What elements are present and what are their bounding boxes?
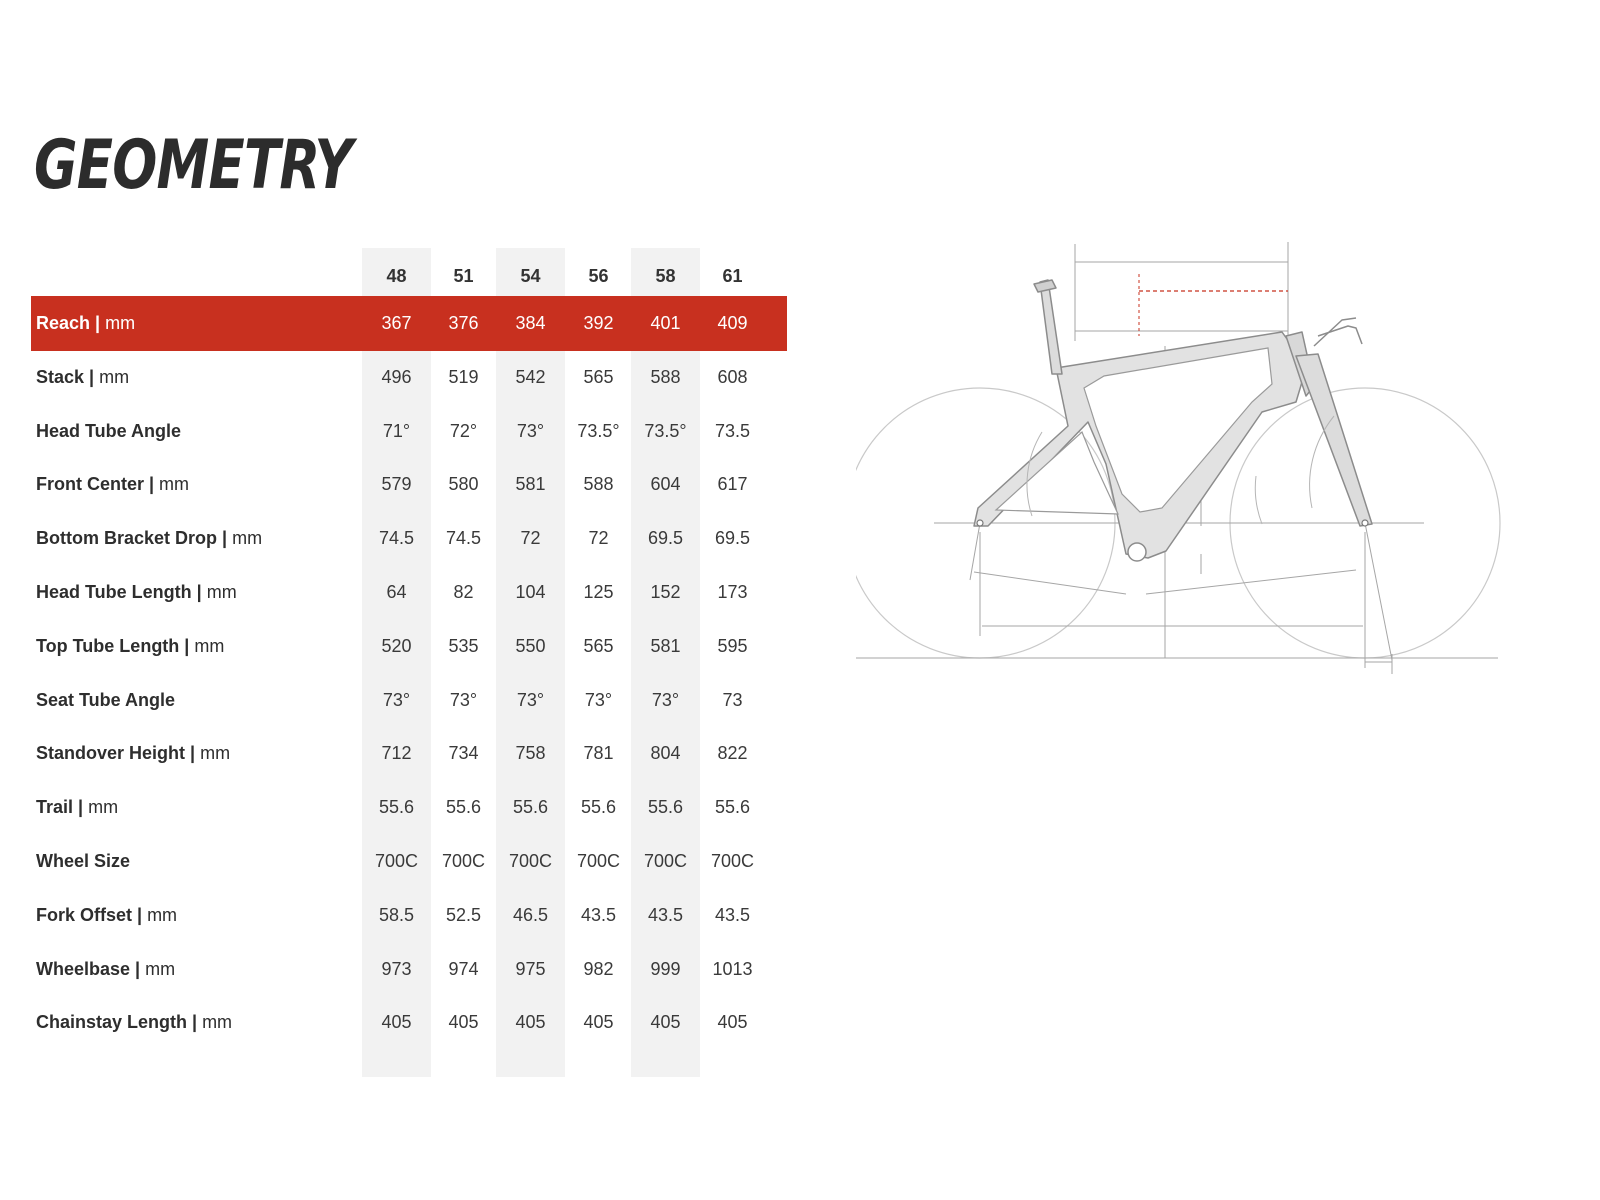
row-value: 64: [386, 582, 407, 602]
row-value: 58.5: [378, 904, 415, 925]
size-header-row: [31, 248, 787, 302]
row-value: 608: [717, 366, 748, 387]
row-value: 71°: [382, 420, 411, 441]
row-label-unit: mm: [202, 1012, 233, 1033]
row-value: 405: [448, 1012, 479, 1033]
row-value: 73.5°: [577, 420, 620, 441]
row-value: 104: [515, 582, 546, 602]
row-value: 52.5: [445, 904, 482, 925]
row-label-name: Front Center: [36, 474, 144, 495]
row-value: 542: [515, 366, 546, 387]
row-value: 405: [515, 1012, 546, 1033]
geometry-row: [31, 565, 787, 620]
row-label-name: Top Tube Length: [36, 635, 180, 656]
row-value: 550: [515, 635, 546, 656]
size-header: 61: [722, 266, 743, 286]
row-label-unit: mm: [88, 797, 119, 818]
row-value: 384: [515, 313, 546, 333]
row-value: 519: [448, 366, 479, 387]
row-label-name: Bottom Bracket Drop: [36, 528, 218, 549]
geometry-row: [31, 995, 787, 1050]
row-value: 595: [717, 635, 748, 656]
bottom-bracket-icon: [1128, 543, 1146, 561]
row-value: 604: [650, 474, 681, 495]
row-value: 73.5: [714, 420, 751, 441]
row-value: 579: [381, 474, 412, 495]
geometry-table: [31, 248, 787, 1077]
row-label: [36, 780, 118, 835]
row-label-unit: mm: [159, 474, 190, 495]
row-value: 72°: [449, 420, 478, 441]
row-label-separator: |: [73, 797, 89, 818]
row-value: 55.6: [512, 797, 549, 818]
row-label: [36, 457, 189, 512]
row-value: 55.6: [445, 797, 482, 818]
row-value: 700C: [374, 851, 419, 871]
row-label-unit: mm: [206, 582, 237, 602]
row-label-name: Standover Height: [36, 743, 186, 764]
geometry-row: [31, 296, 787, 351]
row-value: 700C: [643, 851, 688, 871]
row-value: 73°: [382, 689, 411, 710]
row-value: 999: [650, 958, 681, 979]
row-value: 55.6: [714, 797, 751, 818]
geometry-row: [31, 888, 787, 943]
row-value: 405: [381, 1012, 412, 1033]
row-value: 405: [583, 1012, 614, 1033]
row-value: 712: [381, 743, 412, 764]
row-value: 405: [717, 1012, 748, 1033]
row-value: 73°: [516, 689, 545, 710]
size-header: 56: [588, 266, 609, 286]
row-value: 975: [515, 958, 546, 979]
row-value: 496: [381, 366, 412, 387]
row-label-separator: |: [90, 313, 106, 333]
row-value: 700C: [576, 851, 621, 871]
geometry-row: [31, 511, 787, 566]
row-value: 392: [583, 313, 614, 333]
row-value: 72: [520, 528, 541, 549]
row-value: 822: [717, 743, 748, 764]
row-label-unit: mm: [99, 366, 130, 387]
row-value: 804: [650, 743, 681, 764]
row-value: 43.5: [580, 904, 617, 925]
row-value: 55.6: [580, 797, 617, 818]
row-label: [36, 565, 237, 620]
row-value: 982: [583, 958, 614, 979]
row-label-separator: |: [217, 528, 233, 549]
row-label-name: Wheelbase: [36, 958, 131, 979]
row-value: 565: [583, 366, 614, 387]
bike-geometry-diagram-icon: [856, 236, 1546, 696]
row-value: 734: [448, 743, 479, 764]
row-label: [36, 511, 262, 566]
row-label-name: Trail: [36, 797, 74, 818]
row-value: 405: [650, 1012, 681, 1033]
row-value: 758: [515, 743, 546, 764]
row-label: [36, 995, 232, 1050]
row-value: 974: [448, 958, 479, 979]
row-label-separator: |: [179, 635, 195, 656]
row-label-separator: |: [187, 1012, 203, 1033]
row-label-name: Seat Tube Angle: [36, 689, 176, 710]
row-value: 588: [583, 474, 614, 495]
row-label: [36, 296, 135, 351]
size-header: 58: [655, 266, 676, 286]
row-value: 409: [717, 313, 748, 333]
row-value: 535: [448, 635, 479, 656]
row-label-name: Head Tube Angle: [36, 420, 182, 441]
row-value: 376: [448, 313, 479, 333]
size-header: 48: [386, 266, 407, 286]
size-header: 51: [453, 266, 474, 286]
row-value: 73°: [651, 689, 680, 710]
row-value: 125: [583, 582, 614, 602]
row-label-unit: mm: [200, 743, 231, 764]
row-label-separator: |: [191, 582, 207, 602]
row-value: 700C: [710, 851, 755, 871]
row-value: 72: [588, 528, 609, 549]
row-label: [36, 942, 175, 997]
row-label-separator: |: [132, 904, 148, 925]
page-title: GEOMETRY: [34, 126, 353, 205]
geometry-row: [31, 780, 787, 835]
row-value: 73: [722, 689, 743, 710]
row-label-unit: mm: [105, 313, 136, 333]
row-value: 73°: [449, 689, 478, 710]
row-value: 1013: [712, 958, 753, 979]
row-label-name: Head Tube Length: [36, 582, 192, 602]
size-header: 54: [520, 266, 541, 286]
geometry-row: [31, 726, 787, 781]
row-label: [36, 726, 230, 781]
row-value: 173: [717, 582, 748, 602]
row-value: 82: [453, 582, 474, 602]
row-value: 580: [448, 474, 479, 495]
row-value: 46.5: [512, 904, 549, 925]
row-value: 973: [381, 958, 412, 979]
row-label-separator: |: [144, 474, 160, 495]
row-value: 700C: [508, 851, 553, 871]
row-label-separator: |: [130, 958, 146, 979]
row-value: 73.5°: [644, 420, 687, 441]
geometry-row: [31, 350, 787, 405]
row-value: 74.5: [445, 528, 482, 549]
row-label-name: Chainstay Length: [36, 1012, 188, 1033]
row-value: 581: [515, 474, 546, 495]
row-value: 520: [381, 635, 412, 656]
row-value: 700C: [441, 851, 486, 871]
row-label: [36, 673, 175, 728]
geometry-row: [31, 619, 787, 674]
row-label: [36, 834, 130, 889]
row-value: 401: [650, 313, 681, 333]
row-label-name: Stack: [36, 366, 85, 387]
row-value: 55.6: [647, 797, 684, 818]
row-label-name: Wheel Size: [36, 851, 131, 871]
row-value: 55.6: [378, 797, 415, 818]
geometry-row: [31, 942, 787, 997]
row-value: 43.5: [647, 904, 684, 925]
row-value: 43.5: [714, 904, 751, 925]
row-label: [36, 619, 224, 674]
row-value: 73°: [584, 689, 613, 710]
row-value: 74.5: [378, 528, 415, 549]
row-label-unit: mm: [194, 635, 225, 656]
row-label-unit: mm: [232, 528, 263, 549]
row-value: 69.5: [647, 528, 684, 549]
row-label-name: Reach: [36, 313, 91, 333]
row-label-unit: mm: [145, 958, 176, 979]
row-value: 565: [583, 635, 614, 656]
row-value: 152: [650, 582, 681, 602]
row-label-separator: |: [84, 366, 100, 387]
row-label: [36, 888, 177, 943]
row-label: [36, 350, 129, 405]
geometry-row: [31, 673, 787, 728]
row-value: 581: [650, 635, 681, 656]
row-value: 588: [650, 366, 681, 387]
row-value: 69.5: [714, 528, 751, 549]
row-label-separator: |: [185, 743, 201, 764]
row-label-name: Fork Offset: [36, 904, 133, 925]
geometry-row: [31, 457, 787, 512]
row-value: 781: [583, 743, 614, 764]
row-label-unit: mm: [147, 904, 178, 925]
row-value: 617: [717, 474, 748, 495]
geometry-row: [31, 404, 787, 459]
row-label: [36, 404, 181, 459]
geometry-row: [31, 834, 787, 889]
row-value: 73°: [516, 420, 545, 441]
row-value: 367: [381, 313, 412, 333]
